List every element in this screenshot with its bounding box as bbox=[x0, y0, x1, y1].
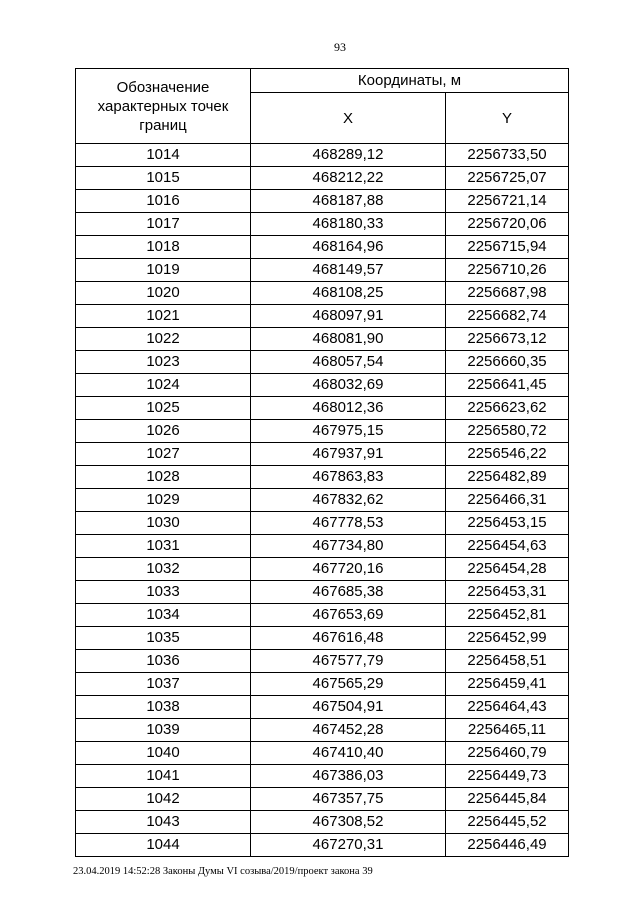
point-id-cell: 1036 bbox=[76, 650, 251, 673]
table-row bbox=[76, 535, 569, 558]
y-value-cell: 2256623,62 bbox=[446, 397, 569, 420]
coordinates-header: Координаты, м bbox=[251, 69, 569, 93]
y-value-cell: 2256482,89 bbox=[446, 466, 569, 489]
x-value-cell: 467937,91 bbox=[251, 443, 446, 466]
y-value-cell: 2256660,35 bbox=[446, 351, 569, 374]
table-row bbox=[76, 466, 569, 489]
point-id-cell: 1033 bbox=[76, 581, 251, 604]
y-value-cell: 2256465,11 bbox=[446, 719, 569, 742]
y-value-cell: 2256445,84 bbox=[446, 788, 569, 811]
x-value-cell: 468212,22 bbox=[251, 167, 446, 190]
y-value-cell: 2256546,22 bbox=[446, 443, 569, 466]
y-value-cell: 2256452,99 bbox=[446, 627, 569, 650]
table-row bbox=[76, 719, 569, 742]
point-id-cell: 1016 bbox=[76, 190, 251, 213]
table-row bbox=[76, 213, 569, 236]
table-row bbox=[76, 282, 569, 305]
table-row bbox=[76, 305, 569, 328]
point-id-cell: 1018 bbox=[76, 236, 251, 259]
y-value-cell: 2256454,63 bbox=[446, 535, 569, 558]
x-value-cell: 467616,48 bbox=[251, 627, 446, 650]
point-id-cell: 1035 bbox=[76, 627, 251, 650]
table-row bbox=[76, 259, 569, 282]
x-value-cell: 468108,25 bbox=[251, 282, 446, 305]
designation-header-line: Обозначение bbox=[116, 78, 210, 96]
point-id-cell: 1029 bbox=[76, 489, 251, 512]
y-value-cell: 2256725,07 bbox=[446, 167, 569, 190]
y-value-cell: 2256733,50 bbox=[446, 144, 569, 167]
x-value-cell: 467863,83 bbox=[251, 466, 446, 489]
footer-stamp: 23.04.2019 14:52:28 Законы Думы VI созыва/2019/проект закона 39 bbox=[73, 866, 373, 877]
y-value-cell: 2256445,52 bbox=[446, 811, 569, 834]
point-id-cell: 1014 bbox=[76, 144, 251, 167]
designation-header-line: границ bbox=[139, 116, 187, 134]
point-id-cell: 1042 bbox=[76, 788, 251, 811]
y-value-cell: 2256453,31 bbox=[446, 581, 569, 604]
table-row bbox=[76, 696, 569, 719]
x-value-cell: 468187,88 bbox=[251, 190, 446, 213]
x-value-cell: 468057,54 bbox=[251, 351, 446, 374]
designation-header bbox=[76, 69, 251, 144]
x-value-cell: 467653,69 bbox=[251, 604, 446, 627]
table-row bbox=[76, 742, 569, 765]
y-value-cell: 2256715,94 bbox=[446, 236, 569, 259]
table-row bbox=[76, 190, 569, 213]
y-value-cell: 2256721,14 bbox=[446, 190, 569, 213]
y-value-cell: 2256446,49 bbox=[446, 834, 569, 857]
table-row bbox=[76, 834, 569, 857]
x-value-cell: 467308,52 bbox=[251, 811, 446, 834]
point-id-cell: 1022 bbox=[76, 328, 251, 351]
table-body bbox=[76, 144, 569, 857]
point-id-cell: 1024 bbox=[76, 374, 251, 397]
point-id-cell: 1043 bbox=[76, 811, 251, 834]
y-value-cell: 2256453,15 bbox=[446, 512, 569, 535]
point-id-cell: 1030 bbox=[76, 512, 251, 535]
x-value-cell: 467734,80 bbox=[251, 535, 446, 558]
table-row bbox=[76, 765, 569, 788]
table-row bbox=[76, 374, 569, 397]
point-id-cell: 1027 bbox=[76, 443, 251, 466]
x-value-cell: 467565,29 bbox=[251, 673, 446, 696]
x-header: X bbox=[251, 93, 446, 144]
x-value-cell: 468289,12 bbox=[251, 144, 446, 167]
y-value-cell: 2256466,31 bbox=[446, 489, 569, 512]
x-value-cell: 467685,38 bbox=[251, 581, 446, 604]
x-value-cell: 468097,91 bbox=[251, 305, 446, 328]
point-id-cell: 1040 bbox=[76, 742, 251, 765]
table-row bbox=[76, 397, 569, 420]
table-row bbox=[76, 144, 569, 167]
point-id-cell: 1019 bbox=[76, 259, 251, 282]
point-id-cell: 1034 bbox=[76, 604, 251, 627]
x-value-cell: 467357,75 bbox=[251, 788, 446, 811]
x-value-cell: 468012,36 bbox=[251, 397, 446, 420]
y-value-cell: 2256454,28 bbox=[446, 558, 569, 581]
point-id-cell: 1039 bbox=[76, 719, 251, 742]
point-id-cell: 1032 bbox=[76, 558, 251, 581]
y-header: Y bbox=[446, 93, 569, 144]
table-row bbox=[76, 558, 569, 581]
coordinates-table bbox=[75, 68, 569, 857]
x-value-cell: 468149,57 bbox=[251, 259, 446, 282]
x-value-cell: 468180,33 bbox=[251, 213, 446, 236]
table-row bbox=[76, 167, 569, 190]
x-value-cell: 468081,90 bbox=[251, 328, 446, 351]
point-id-cell: 1015 bbox=[76, 167, 251, 190]
table-row bbox=[76, 489, 569, 512]
table-row bbox=[76, 673, 569, 696]
designation-header-line: характерных точек bbox=[97, 97, 229, 115]
table-row bbox=[76, 420, 569, 443]
table-row bbox=[76, 811, 569, 834]
y-value-cell: 2256682,74 bbox=[446, 305, 569, 328]
y-value-cell: 2256580,72 bbox=[446, 420, 569, 443]
x-value-cell: 467577,79 bbox=[251, 650, 446, 673]
point-id-cell: 1037 bbox=[76, 673, 251, 696]
table-row bbox=[76, 581, 569, 604]
point-id-cell: 1021 bbox=[76, 305, 251, 328]
point-id-cell: 1025 bbox=[76, 397, 251, 420]
x-value-cell: 467720,16 bbox=[251, 558, 446, 581]
point-id-cell: 1023 bbox=[76, 351, 251, 374]
x-value-cell: 467975,15 bbox=[251, 420, 446, 443]
x-value-cell: 467270,31 bbox=[251, 834, 446, 857]
y-value-cell: 2256710,26 bbox=[446, 259, 569, 282]
x-value-cell: 467386,03 bbox=[251, 765, 446, 788]
point-id-cell: 1044 bbox=[76, 834, 251, 857]
y-value-cell: 2256720,06 bbox=[446, 213, 569, 236]
x-value-cell: 467452,28 bbox=[251, 719, 446, 742]
page-number: 93 bbox=[334, 40, 346, 54]
table-row bbox=[76, 627, 569, 650]
y-value-cell: 2256449,73 bbox=[446, 765, 569, 788]
table-row bbox=[76, 328, 569, 351]
table-row bbox=[76, 351, 569, 374]
table-row bbox=[76, 650, 569, 673]
point-id-cell: 1038 bbox=[76, 696, 251, 719]
table-row bbox=[76, 443, 569, 466]
y-value-cell: 2256687,98 bbox=[446, 282, 569, 305]
x-value-cell: 467504,91 bbox=[251, 696, 446, 719]
y-value-cell: 2256673,12 bbox=[446, 328, 569, 351]
table-row bbox=[76, 604, 569, 627]
x-value-cell: 467410,40 bbox=[251, 742, 446, 765]
y-value-cell: 2256464,43 bbox=[446, 696, 569, 719]
table-row bbox=[76, 236, 569, 259]
y-value-cell: 2256452,81 bbox=[446, 604, 569, 627]
point-id-cell: 1028 bbox=[76, 466, 251, 489]
point-id-cell: 1026 bbox=[76, 420, 251, 443]
y-value-cell: 2256460,79 bbox=[446, 742, 569, 765]
point-id-cell: 1017 bbox=[76, 213, 251, 236]
point-id-cell: 1031 bbox=[76, 535, 251, 558]
table-row bbox=[76, 512, 569, 535]
y-value-cell: 2256641,45 bbox=[446, 374, 569, 397]
y-value-cell: 2256458,51 bbox=[446, 650, 569, 673]
x-value-cell: 467832,62 bbox=[251, 489, 446, 512]
point-id-cell: 1020 bbox=[76, 282, 251, 305]
table-row bbox=[76, 788, 569, 811]
y-value-cell: 2256459,41 bbox=[446, 673, 569, 696]
x-value-cell: 468164,96 bbox=[251, 236, 446, 259]
x-value-cell: 468032,69 bbox=[251, 374, 446, 397]
x-value-cell: 467778,53 bbox=[251, 512, 446, 535]
point-id-cell: 1041 bbox=[76, 765, 251, 788]
